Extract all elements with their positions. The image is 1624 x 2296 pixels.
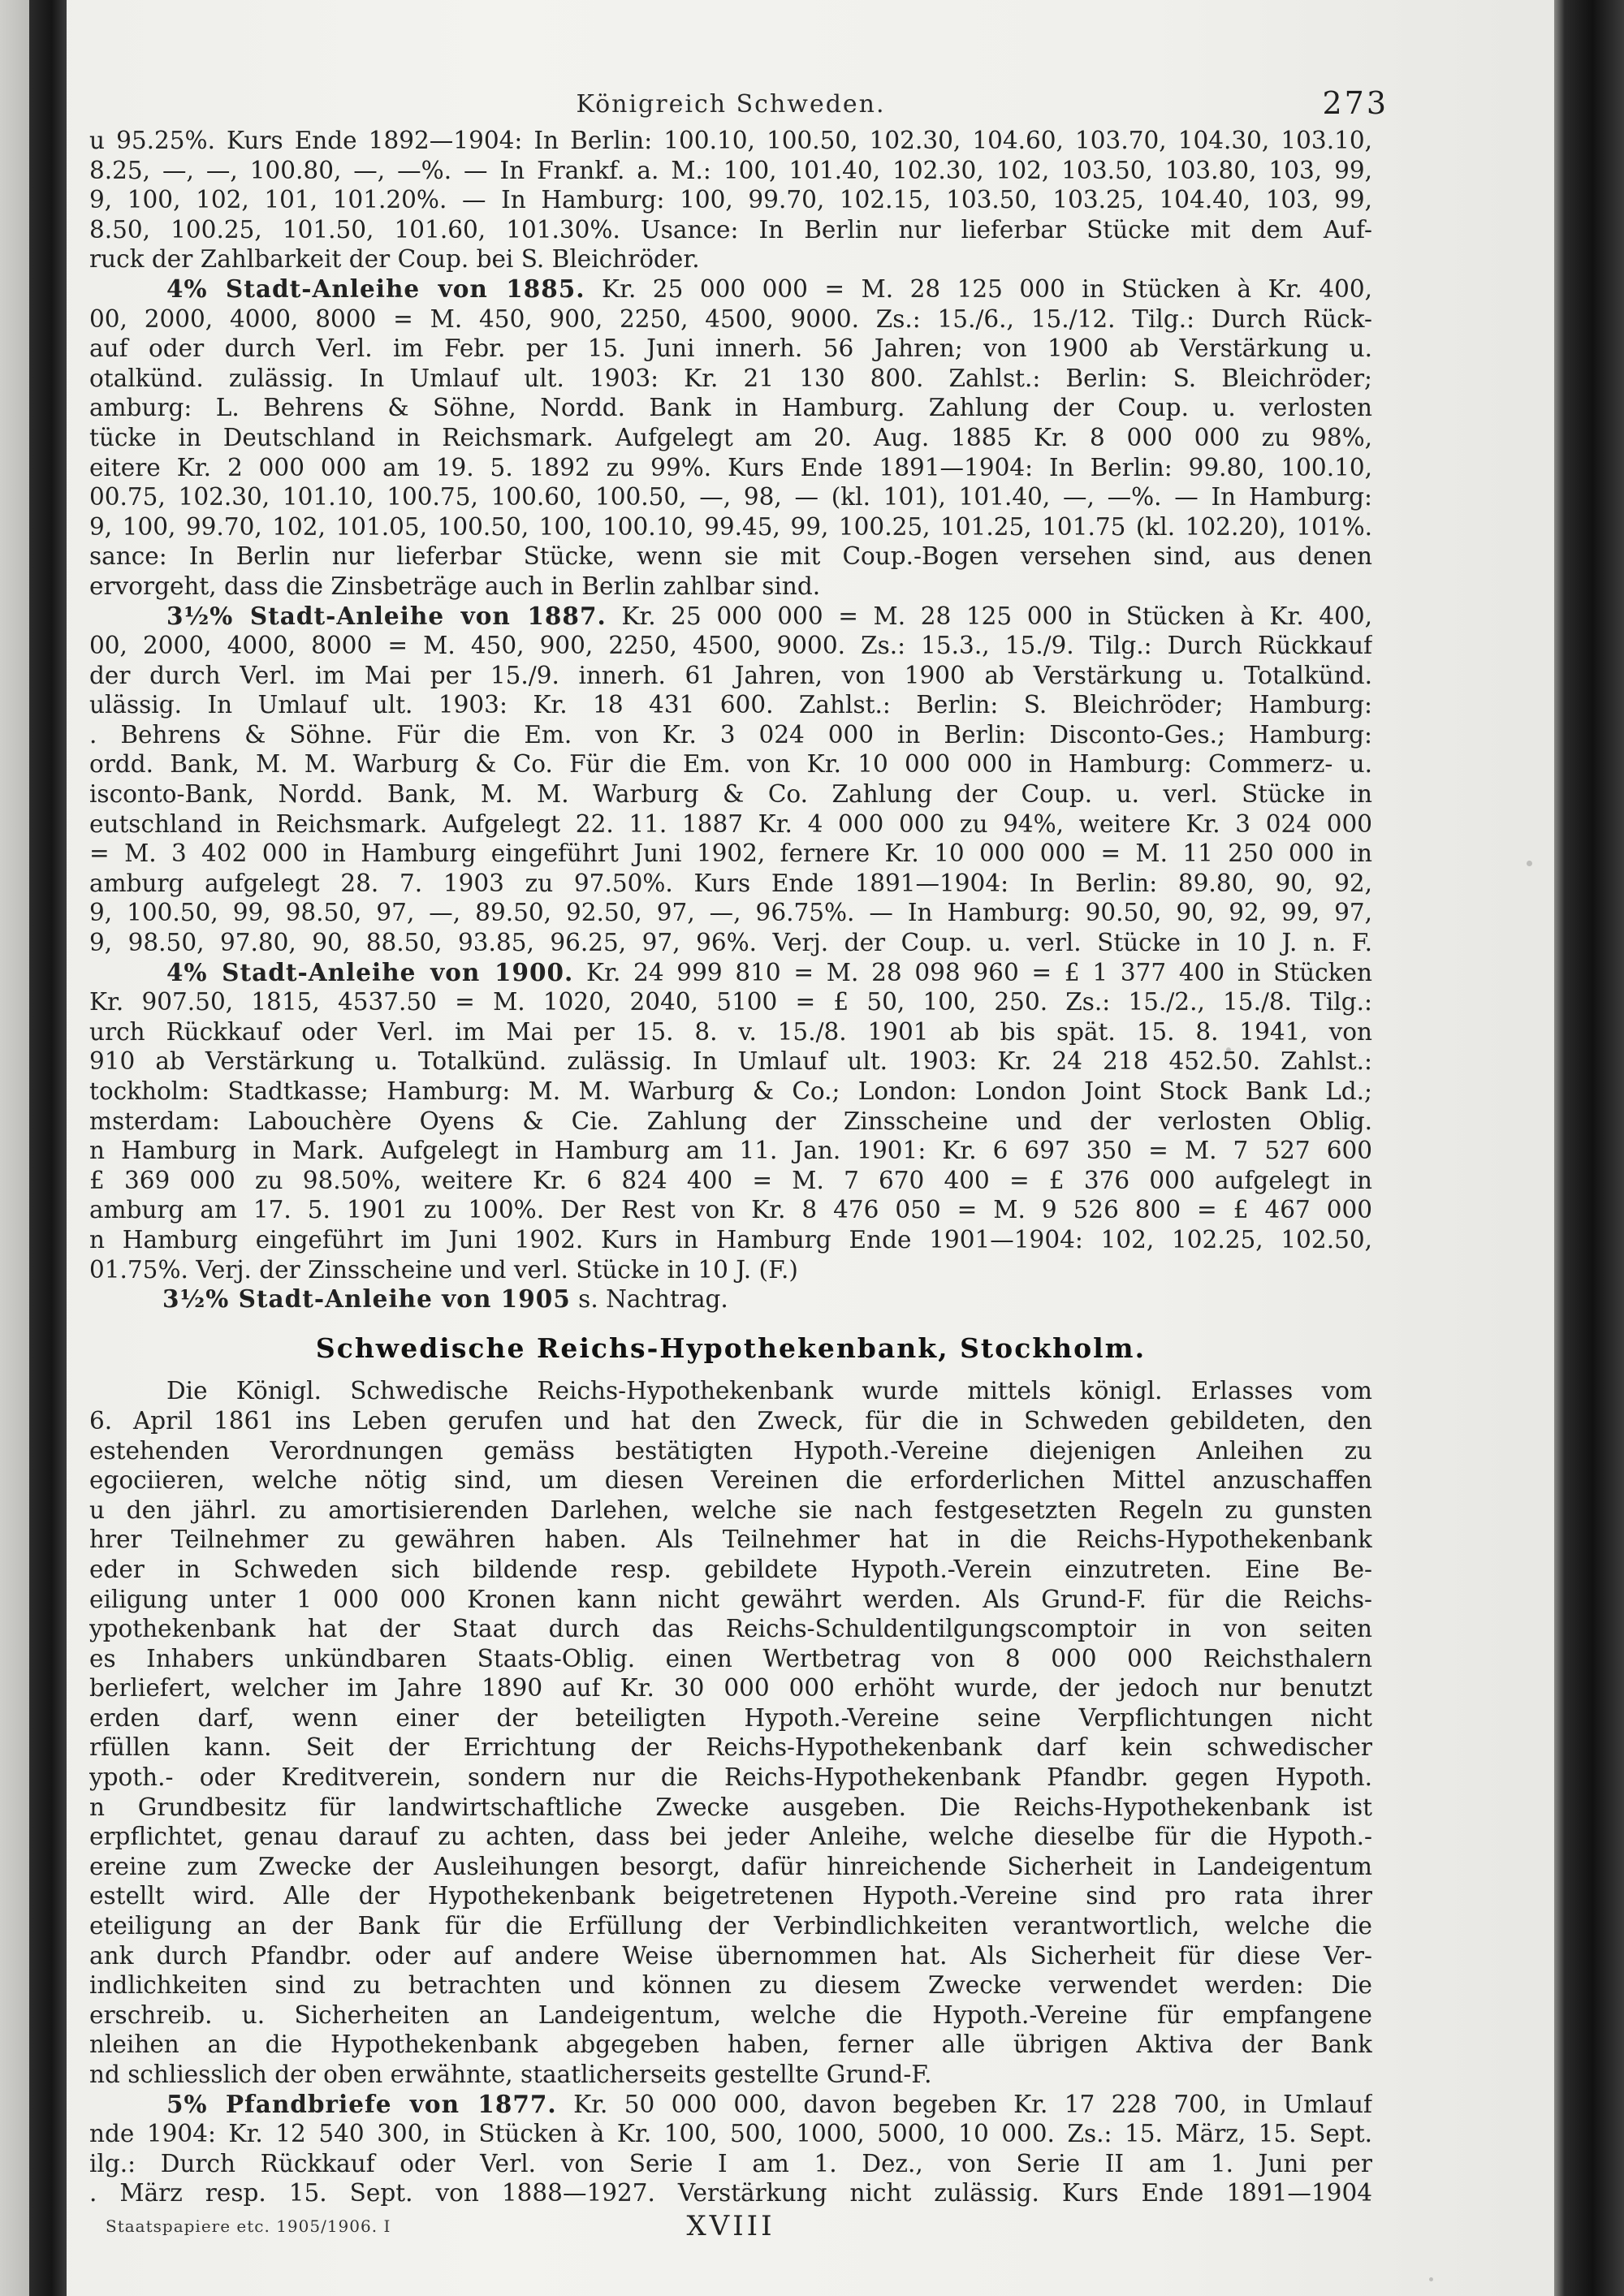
- text-line: amburg am 17. 5. 1901 zu 100%. Der Rest von Kr. 8 476 050 = M. 9 526 800 = £ 467 000: [89, 1196, 1372, 1224]
- text-line: nde 1904: Kr. 12 540 300, in Stücken à Kr. 100, 500, 1000, 5000, 10 000. Zs.: 15. März, 15. Sept.: [89, 2120, 1372, 2148]
- text-line: nleihen an die Hypothekenbank abgegeben haben, ferner alle übrigen Aktiva der Bank: [89, 2031, 1372, 2059]
- text-line: der durch Verl. im Mai per 15./9. innerh. 61 Jahren, von 1900 ab Verstärkung u. Totalkünd.: [89, 661, 1372, 689]
- text-line: amburg: L. Behrens & Söhne, Nordd. Bank in Hamburg. Zahlung der Coup. u. verlosten: [89, 394, 1372, 422]
- text-line: erden darf, wenn einer der beteiligten Hypoth.-Vereine seine Verpflichtungen nicht: [89, 1703, 1372, 1732]
- text-line: eutschland in Reichsmark. Aufgelegt 22. 11. 1887 Kr. 4 000 000 zu 94%, weitere Kr. 3 024 000: [89, 809, 1372, 838]
- text-line: ruck der Zahlbarkeit der Coup. bei S. Bleichröder.: [89, 245, 700, 274]
- text-line: = M. 3 402 000 in Hamburg eingeführt Juni 1902, fernere Kr. 10 000 000 = M. 11 250 000 in: [89, 839, 1372, 868]
- signature-mark: XVIII: [686, 2209, 775, 2242]
- entry-title: 3½% Stadt-Anleihe von 1905: [162, 1284, 571, 1314]
- text-line: 00.75, 102.30, 101.10, 100.75, 100.60, 100.50, —, 98, — (kl. 101), 101.40, —, —%. — In Hamburg:: [89, 483, 1372, 511]
- section-title: Schwedische Reichs-Hypothekenbank, Stockholm.: [315, 1331, 1147, 1364]
- text-line: rfüllen kann. Seit der Errichtung der Reichs-Hypothekenbank darf kein schwedischer: [89, 1733, 1372, 1762]
- text-line: estehenden Verordnungen gemäss bestätigten Hypoth.-Vereine diejenigen Anleihen zu: [89, 1436, 1372, 1465]
- text-line: 9, 100, 99.70, 102, 101.05, 100.50, 100, 100.10, 99.45, 99, 100.25, 101.25, 101.75 (kl. 102.20), 101%.: [89, 512, 1372, 541]
- scan-speck: [1226, 1047, 1231, 1052]
- text-line: 00, 2000, 4000, 8000 = M. 450, 900, 2250, 4500, 9000. Zs.: 15./6., 15./12. Tilg.: Durch Rück-: [89, 304, 1372, 333]
- text-line: ervorgeht, dass die Zinsbeträge auch in Berlin zahlbar sind.: [89, 572, 821, 600]
- entry-title: 4% Stadt-Anleihe von 1900.: [166, 957, 574, 986]
- text-line: tockholm: Stadtkasse; Hamburg: M. M. Warburg & Co.; London: London Joint Stock Bank Ld.;: [89, 1077, 1372, 1105]
- text-line: estellt wird. Alle der Hypothekenbank beigetretenen Hypoth.-Vereine sind pro rata ihrer: [89, 1882, 1372, 1910]
- text-line: otalkünd. zulässig. In Umlauf ult. 1903: Kr. 21 130 800. Zahlst.: Berlin: S. Bleichröder;: [89, 364, 1372, 392]
- book-edge-right: [1554, 0, 1624, 2296]
- text-line: 9, 98.50, 97.80, 90, 88.50, 93.85, 96.25, 97, 96%. Verj. der Coup. u. verl. Stücke in 10 J. n. F.: [89, 929, 1372, 957]
- text-line: sance: In Berlin nur lieferbar Stücke, wenn sie mit Coup.-Bogen versehen sind, aus denen: [89, 542, 1372, 571]
- entry-first-text: s. Nachtrag.: [570, 1285, 728, 1314]
- running-title: Königreich Schweden.: [576, 90, 886, 119]
- text-line: erpflichtet, genau darauf zu achten, dass bei jeder Anleihe, welche dieselbe für die Hypoth.-: [89, 1823, 1372, 1851]
- text-line: ordd. Bank, M. M. Warburg & Co. Für die Em. von Kr. 10 000 000 in Hamburg: Commerz- u.: [89, 750, 1372, 779]
- text-line: ulässig. In Umlauf ult. 1903: Kr. 18 431 600. Zahlst.: Berlin: S. Bleichröder; Hamburg:: [89, 691, 1372, 719]
- text-line: eiligung unter 1 000 000 Kronen kann nicht gewährt werden. Als Grund-F. für die Reichs-: [89, 1585, 1372, 1613]
- paragraph-hypothekenbank: [89, 1376, 1372, 2089]
- text-line: auf oder durch Verl. im Febr. per 15. Juni innerh. 56 Jahren; von 1900 ab Verstärkung u.: [89, 334, 1372, 363]
- book-gutter-shadow: [0, 0, 29, 2296]
- text-line: u 95.25%. Kurs Ende 1892—1904: In Berlin: 100.10, 100.50, 102.30, 104.60, 103.70, 104.30, 103.10,: [89, 127, 1372, 154]
- text-line: 9, 100.50, 99, 98.50, 97, —, 89.50, 92.50, 97, —, 96.75%. — In Hamburg: 90.50, 90, 92, 99, 97,: [89, 899, 1372, 927]
- book-gutter-left: [29, 0, 67, 2296]
- entry-title: 4% Stadt-Anleihe von 1885.: [166, 274, 585, 303]
- body-text: [89, 126, 1372, 2208]
- text-line: u den jährl. zu amortisierenden Darlehen, welche sie nach festgesetzten Regeln zu gunsten: [89, 1495, 1372, 1524]
- block-continuation: [89, 126, 1372, 274]
- entry-first-text: Kr. 24 999 810 = M. 28 098 960 = £ 1 377 400 in Stücken: [573, 958, 1372, 986]
- entry-first-line: [89, 602, 1372, 632]
- text-line: indlichkeiten sind zu betrachten und können zu diesem Zwecke verwendet werden: Die: [89, 1971, 1372, 2000]
- entry-first-text: Kr. 50 000 000, davon begeben Kr. 17 228 700, in Umlauf: [556, 2090, 1372, 2118]
- text-line: . März resp. 15. Sept. von 1888—1927. Verstärkung nicht zulässig. Kurs Ende 1891—1904: [89, 2179, 1372, 2208]
- entry-anleihe-1900: [89, 958, 1372, 1285]
- text-line: 01.75%. Verj. der Zinsscheine und verl. Stücke in 10 J. (F.): [89, 1255, 798, 1284]
- text-line: isconto-Bank, Nordd. Bank, M. M. Warburg & Co. Zahlung der Coup. u. verl. Stücke in: [89, 780, 1372, 809]
- entry-first-line: [89, 2090, 1372, 2120]
- text-line: es Inhabers unkündbaren Staats-Oblig. einen Wertbetrag von 8 000 000 Reichsthalern: [89, 1644, 1372, 1672]
- text-line: egociieren, welche nötig sind, um diesen Vereinen die erforderlichen Mittel anzuschaffen: [89, 1466, 1372, 1495]
- entry-first-text: Kr. 25 000 000 = M. 28 125 000 in Stücken à Kr. 400,: [606, 602, 1372, 630]
- text-line: tücke in Deutschland in Reichsmark. Aufgelegt am 20. Aug. 1885 Kr. 8 000 000 zu 98%,: [89, 423, 1372, 451]
- entry-first-line: [89, 274, 1372, 304]
- text-line: ypothekenbank hat der Staat durch das Reichs-Schuldentilgungscomptoir in von seiten: [89, 1615, 1372, 1643]
- entry-title: 3½% Stadt-Anleihe von 1887.: [166, 601, 607, 630]
- text-line: ypoth.- oder Kreditverein, sondern nur die Reichs-Hypothekenbank Pfandbr. gegen Hypoth.: [89, 1763, 1372, 1792]
- page-content: [89, 77, 1389, 2246]
- text-line: ank durch Pfandbr. oder auf andere Weise übernommen hat. Als Sicherheit für diese Ver-: [89, 1941, 1372, 1970]
- text-line: 9, 100, 102, 101, 101.20%. — In Hamburg: 100, 99.70, 102.15, 103.50, 103.25, 104.40, 103, 99,: [89, 186, 1372, 214]
- scan-speck: [1429, 2277, 1433, 2281]
- text-line: . Behrens & Söhne. Für die Em. von Kr. 3 024 000 in Berlin: Disconto-Ges.; Hamburg:: [89, 720, 1372, 749]
- text-line: n Hamburg eingeführt im Juni 1902. Kurs in Hamburg Ende 1901—1904: 102, 102.25, 102.50,: [89, 1225, 1372, 1254]
- entry-anleihe-1905: [89, 1284, 1372, 1314]
- footer-imprint: Staatspapiere etc. 1905/1906. I: [106, 2216, 391, 2236]
- text-line: 8.50, 100.25, 101.50, 101.60, 101.30%. Usance: In Berlin nur lieferbar Stücke mit dem Auf-: [89, 215, 1372, 244]
- entry-anleihe-1885: [89, 274, 1372, 602]
- text-line: 6. April 1861 ins Leben gerufen und hat den Zweck, für die in Schweden gebildeten, den: [89, 1406, 1372, 1435]
- text-line: msterdam: Labouchère Oyens & Cie. Zahlung der Zinsscheine und der verlosten Oblig.: [89, 1107, 1372, 1135]
- entry-title: 5% Pfandbriefe von 1877.: [166, 2089, 557, 2118]
- text-line: eitere Kr. 2 000 000 am 19. 5. 1892 zu 99%. Kurs Ende 1891—1904: In Berlin: 99.80, 100.10,: [89, 453, 1372, 481]
- page-number: 273: [1322, 85, 1389, 121]
- text-line: Die Königl. Schwedische Reichs-Hypothekenbank wurde mittels königl. Erlasses vom: [166, 1377, 1372, 1405]
- text-line: nd schliesslich der oben erwähnte, staatlicherseits gestellte Grund-F.: [89, 2061, 932, 2088]
- scan-speck: [1527, 861, 1532, 866]
- text-line: urch Rückkauf oder Verl. im Mai per 15. 8. v. 15./8. 1901 ab bis spät. 15. 8. 1941, von: [89, 1017, 1372, 1046]
- text-line: amburg aufgelegt 28. 7. 1903 zu 97.50%. Kurs Ende 1891—1904: In Berlin: 89.80, 90, 92,: [89, 869, 1372, 897]
- entry-first-line: [89, 1284, 1372, 1314]
- entry-first-text: Kr. 25 000 000 = M. 28 125 000 in Stücken à Kr. 400,: [585, 274, 1372, 303]
- running-head: [89, 77, 1389, 126]
- text-line: berliefert, welcher im Jahre 1890 auf Kr. 30 000 000 erhöht wurde, der jedoch nur benutzt: [89, 1674, 1372, 1703]
- entry-pfandbriefe-1877: [89, 2090, 1372, 2208]
- page-footer: [89, 2210, 1372, 2246]
- entry-first-line: [89, 958, 1372, 988]
- text-line: eder in Schweden sich bildende resp. gebildete Hypoth.-Verein einzutreten. Eine Be-: [89, 1555, 1372, 1583]
- entry-anleihe-1887: [89, 602, 1372, 958]
- text-line: erschreib. u. Sicherheiten an Landeigentum, welche die Hypoth.-Vereine für empfangene: [89, 2000, 1372, 2029]
- text-line: hrer Teilnehmer zu gewähren haben. Als Teilnehmer hat in die Reichs-Hypothekenbank: [89, 1526, 1372, 1554]
- text-line: ereine zum Zwecke der Ausleihungen besorgt, dafür hinreichende Sicherheit in Landeigentum: [89, 1852, 1372, 1880]
- text-line: £ 369 000 zu 98.50%, weitere Kr. 6 824 400 = M. 7 670 400 = £ 376 000 aufgelegt in: [89, 1166, 1372, 1194]
- text-line: n Grundbesitz für landwirtschaftliche Zwecke ausgeben. Die Reichs-Hypothekenbank ist: [89, 1793, 1372, 1821]
- text-line: 910 ab Verstärkung u. Totalkünd. zulässig. In Umlauf ult. 1903: Kr. 24 218 452.50. Zahlst.:: [89, 1047, 1372, 1076]
- text-line: ilg.: Durch Rückkauf oder Verl. von Serie I am 1. Dez., von Serie II am 1. Juni per: [89, 2149, 1372, 2177]
- text-line: Kr. 907.50, 1815, 4537.50 = M. 1020, 2040, 5100 = £ 50, 100, 250. Zs.: 15./2., 15./8. Tilg.:: [89, 988, 1372, 1016]
- text-line: 00, 2000, 4000, 8000 = M. 450, 900, 2250, 4500, 9000. Zs.: 15.3., 15./9. Tilg.: Durch Rückkauf: [89, 632, 1372, 660]
- text-line: n Hamburg in Mark. Aufgelegt in Hamburg am 11. Jan. 1901: Kr. 6 697 350 = M. 7 527 600: [89, 1137, 1372, 1165]
- text-line: eteiligung an der Bank für die Erfüllung der Verbindlichkeiten verantwortlich, welche die: [89, 1912, 1372, 1940]
- text-line: 8.25, —, —, 100.80, —, —%. — In Frankf. a. M.: 100, 101.40, 102.30, 102, 103.50, 103.80, 103, 99,: [89, 156, 1372, 184]
